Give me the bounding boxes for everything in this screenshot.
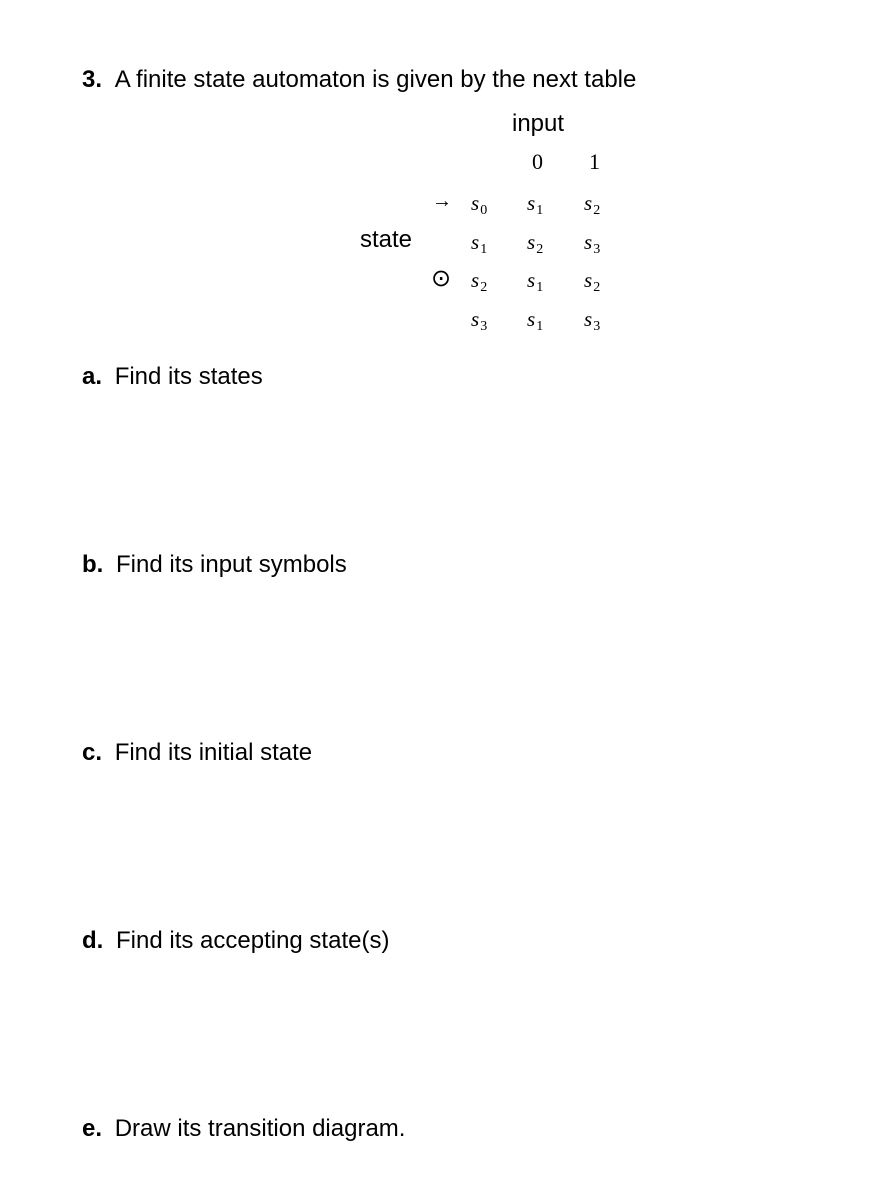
cell-s3-input0: $s_1$ (527, 307, 544, 334)
cell-s0-input1: $s_2$ (584, 191, 601, 218)
question-a-text: Find its states (114, 363, 263, 390)
problem-text: A finite state automaton is given by the next table (114, 66, 637, 93)
row-state-s1-index: 1 (480, 242, 488, 257)
question-e-letter: e. (82, 1115, 103, 1142)
row-state-s2-index: 2 (480, 280, 488, 295)
question-d-letter: d. (82, 927, 104, 954)
cell-s0-input1-index: 2 (593, 203, 601, 218)
question-c (82, 741, 312, 765)
cell-s1-input1-index: 3 (593, 242, 601, 257)
column-header-0: 0 (532, 149, 543, 174)
row-state-s3-index: 3 (480, 319, 488, 334)
question-e-text: Draw its transition diagram. (114, 1115, 406, 1142)
input-label: input (512, 110, 565, 137)
cell-s2-input1: $s_2$ (584, 268, 601, 295)
problem-number: 3. (82, 66, 103, 93)
cell-s2-input1-index: 2 (593, 280, 601, 295)
row-state-s1: $s_1$ (471, 230, 488, 257)
state-label: state (360, 226, 413, 253)
question-a-letter: a. (82, 363, 103, 390)
question-b-text: Find its input symbols (116, 551, 347, 578)
row-state-s2: $s_2$ (471, 268, 488, 295)
cell-s1-input0: $s_2$ (527, 230, 544, 257)
question-b-letter: b. (82, 551, 104, 578)
row-state-s0: $s_0$ (471, 191, 488, 218)
question-d-text: Find its accepting state(s) (116, 927, 390, 954)
cell-s3-input0-index: 1 (536, 319, 544, 334)
cell-s0-input0: $s_1$ (527, 191, 544, 218)
question-e (82, 1117, 405, 1141)
problem-heading (82, 68, 636, 92)
question-b (82, 553, 347, 577)
question-c-text: Find its initial state (114, 739, 313, 766)
row-state-s0-index: 0 (480, 203, 488, 218)
cell-s1-input0-index: 2 (536, 242, 544, 257)
question-d (82, 929, 389, 953)
cell-s3-input1-index: 3 (593, 319, 601, 334)
question-c-letter: c. (82, 739, 103, 766)
cell-s1-input1: $s_3$ (584, 230, 601, 257)
row-state-s3: $s_3$ (471, 307, 488, 334)
column-header-1: 1 (589, 149, 600, 174)
cell-s2-input0: $s_1$ (527, 268, 544, 295)
accepting-state-icon: ⊙ (431, 265, 452, 292)
start-arrow-icon: → (432, 190, 452, 212)
cell-s0-input0-index: 1 (536, 203, 544, 218)
question-a (82, 365, 263, 389)
cell-s3-input1: $s_3$ (584, 307, 601, 334)
cell-s2-input0-index: 1 (536, 280, 544, 295)
